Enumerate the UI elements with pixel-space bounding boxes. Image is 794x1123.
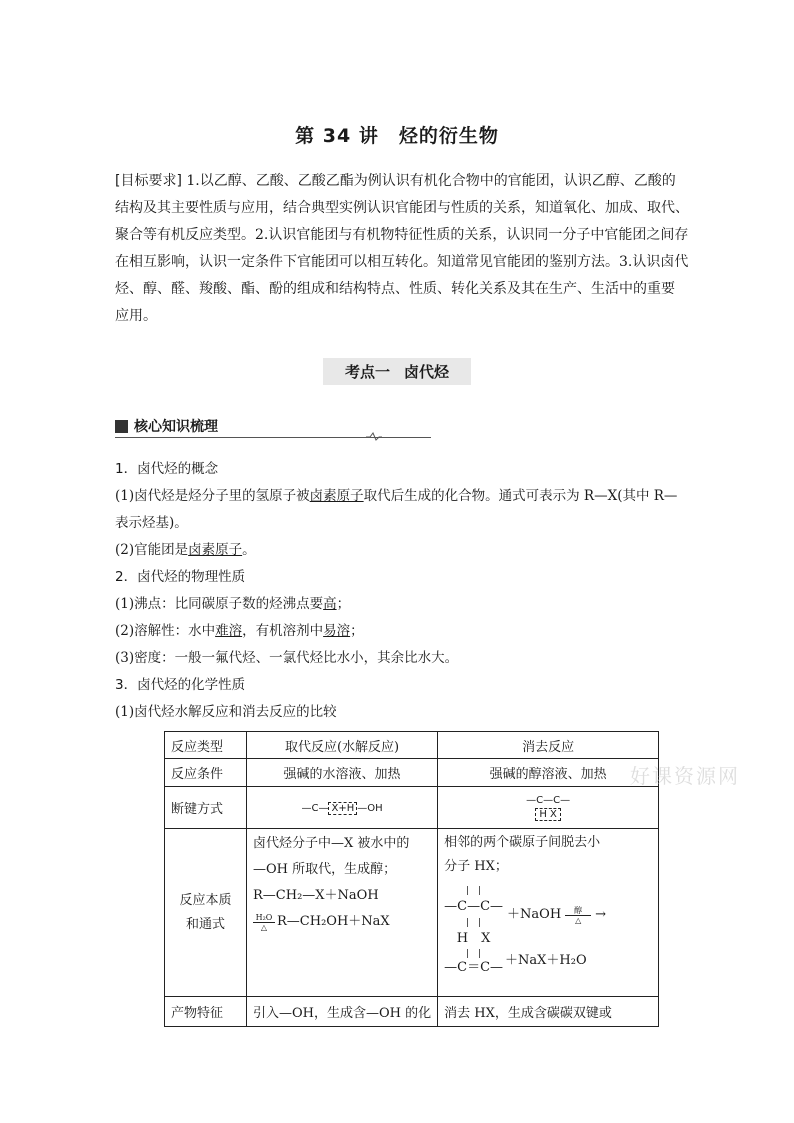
s1-p2: (2)官能团是卤素原子。 — [115, 542, 256, 558]
kaodian-label: 考点一 — [344, 363, 390, 381]
table-header: 反应类型 — [165, 732, 247, 759]
objectives-line: 在相互影响，认识一定条件下官能团可以相互转化。知道常见官能团的鉴别方法。3.认识卤代 — [115, 254, 689, 270]
reaction-arrow-icon: 醇 △ — [565, 906, 591, 925]
page-title: 第 34 讲 烃的衍生物 — [295, 125, 499, 147]
table-cell: 消去 HX，生成含碳碳双键或 — [438, 997, 659, 1027]
objectives-line: 结构及其主要性质与应用，结合典型实例认识官能团与性质的关系，知道氧化、加成、取代、 — [115, 200, 689, 216]
divider-notch-icon — [366, 432, 382, 442]
objectives-line: 聚合等有机反应类型。2.认识官能团与有机物特征性质的关系，认识同一分子中官能团之间存 — [115, 227, 689, 243]
elimination-essence: 相邻的两个碳原子间脱去小 分子 HX； | | —C—C— | | H X ＋NaOH 醇 △ → | | —C＝C— ＋NaX＋H₂O — [438, 829, 659, 997]
table-cell: 强碱的水溶液、加热 — [247, 759, 438, 787]
s3-heading: 3．卤代烃的化学性质 — [115, 677, 246, 693]
s2-p2: (2)溶解性：水中难溶，有机溶剂中易溶； — [115, 623, 364, 639]
kaodian-topic: 卤代烃 — [404, 363, 450, 381]
table-row — [165, 787, 659, 829]
objectives — [115, 168, 689, 330]
comparison-table — [164, 731, 659, 1027]
reaction-arrow-icon: H₂O △ — [253, 913, 275, 932]
table-header: 消去反应 — [438, 732, 659, 759]
objectives-line: 烃、醇、醛、羧酸、酯、酚的组成和结构特点、性质、转化关系及其在生产、生活中的重要 — [115, 281, 675, 297]
s2-heading: 2．卤代烃的物理性质 — [115, 569, 246, 585]
s1-p1-cont: 表示烃基)。 — [115, 515, 188, 531]
table-cell: 断键方式 — [165, 787, 247, 829]
section-heading-text: 核心知识梳理 — [134, 419, 218, 435]
table-cell: 反应本质 和通式 — [165, 829, 247, 997]
s2-p3: (3)密度：一般一氟代烃、一氯代烃比水小，其余比水大。 — [115, 650, 459, 666]
table-cell: 强碱的醇溶液、加热 — [438, 759, 659, 787]
hydrolysis-essence: 卤代烃分子中—X 被水中的 —OH 所取代，生成醇； R—CH₂—X＋NaOH H₂O △ R—CH₂OH＋NaX — [247, 829, 438, 997]
section-heading — [115, 416, 218, 436]
s1-heading: 1．卤代烃的概念 — [115, 461, 219, 477]
s2-p1: (1)沸点：比同碳原子数的烃沸点要高； — [115, 596, 351, 612]
objectives-line: 1.以乙醇、乙酸、乙酸乙酯为例认识有机化合物中的官能团，认识乙醇、乙酸的 — [186, 173, 676, 189]
objectives-line: 应用。 — [115, 308, 157, 324]
bond-break-elimination: —C—C— H X — [438, 787, 659, 829]
section-divider — [115, 437, 431, 438]
square-bullet-icon — [115, 420, 128, 433]
table-header: 取代反应(水解反应) — [247, 732, 438, 759]
table-row — [165, 997, 659, 1027]
watermark: 好课资源网 — [630, 764, 740, 788]
table-cell: 产物特征 — [165, 997, 247, 1027]
bond-break-hydrolysis: —C— X+H —OH — [247, 787, 438, 829]
table-row — [165, 759, 659, 787]
objectives-label: [目标要求] — [115, 173, 182, 189]
table-cell: 引入—OH，生成含—OH 的化 — [247, 997, 438, 1027]
table-header-row — [165, 732, 659, 759]
s3-p1: (1)卤代烃水解反应和消去反应的比较 — [115, 704, 337, 720]
table-cell: 反应条件 — [165, 759, 247, 787]
table-row — [165, 829, 659, 997]
kaodian-banner — [323, 358, 471, 385]
s1-p1: (1)卤代烃是烃分子里的氢原子被卤素原子取代后生成的化合物。通式可表示为 R—X(其中 R— — [115, 488, 678, 504]
